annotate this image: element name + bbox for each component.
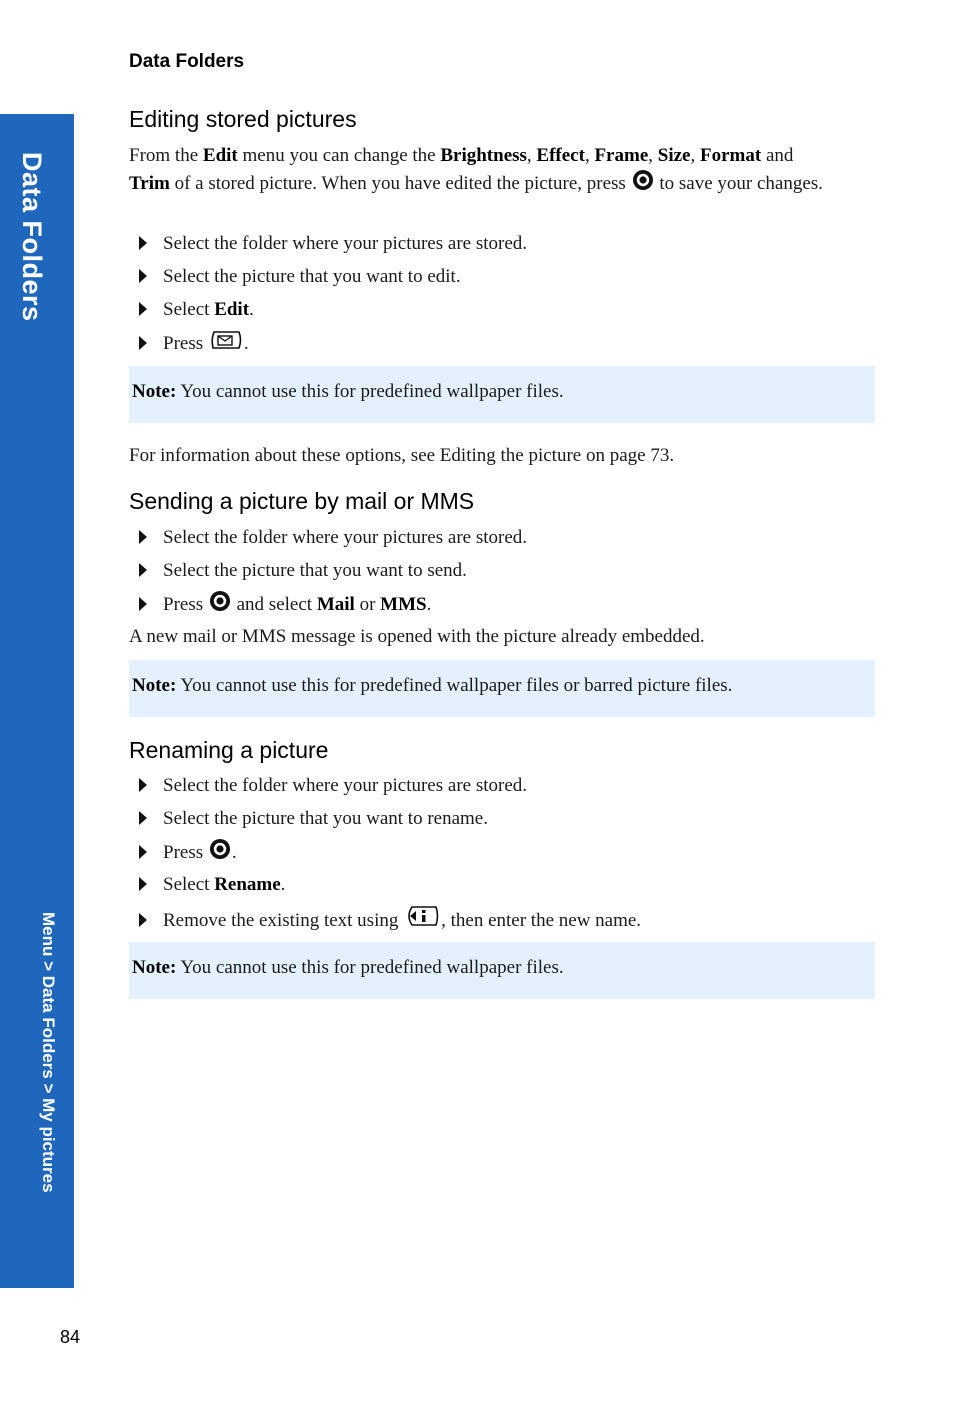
heading-editing: Editing stored pictures (129, 106, 357, 132)
bullet-arrow-icon (139, 913, 147, 927)
page-number: 84 (60, 1327, 81, 1347)
list-item: Select the picture that you want to send. (139, 557, 467, 584)
list-item: Select the folder where your pictures are stored. (139, 230, 527, 257)
navigation-key-icon (632, 169, 654, 199)
bullet-arrow-icon (139, 269, 147, 283)
editing-info: For information about these options, see Editing the picture on page 73. (129, 445, 675, 466)
list-item: Remove the existing text using , then enter the new name. (139, 904, 641, 936)
note-box: Note: You cannot use this for predefined wallpaper files. (129, 942, 875, 999)
list-item: Press . (139, 329, 249, 359)
heading-renaming: Renaming a picture (129, 737, 329, 763)
bullet-arrow-icon (139, 236, 147, 250)
bullet-arrow-icon (139, 845, 147, 859)
note-box: Note: You cannot use this for predefined wallpaper files. (129, 366, 875, 423)
editing-intro: From the Edit menu you can change the Brightness, Effect, Frame, Size, Format and Trim of a stored picture. When you have edited the picture, press to save your changes. (129, 142, 875, 199)
list-item: Select the folder where your pictures are stored. (139, 524, 527, 551)
navigation-key-icon (209, 838, 231, 868)
bullet-arrow-icon (139, 597, 147, 611)
bullet-arrow-icon (139, 302, 147, 316)
bullet-arrow-icon (139, 811, 147, 825)
list-item: Select the picture that you want to rename. (139, 805, 488, 832)
side-tab-title: Data Folders (17, 152, 47, 322)
bullet-arrow-icon (139, 563, 147, 577)
list-item: Press . (139, 838, 237, 868)
list-item: Select the picture that you want to edit. (139, 263, 461, 290)
bullet-arrow-icon (139, 778, 147, 792)
list-item: Select Edit. (139, 296, 254, 323)
clear-key-icon (404, 904, 440, 936)
side-tab-path: Menu > Data Folders > My pictures (39, 912, 58, 1193)
message-key-icon (209, 329, 243, 359)
sending-result: A new mail or MMS message is opened with the picture already embedded. (129, 626, 705, 647)
bullet-arrow-icon (139, 336, 147, 350)
heading-sending: Sending a picture by mail or MMS (129, 488, 475, 514)
list-item: Press and select Mail or MMS. (139, 590, 431, 620)
list-item: Select the folder where your pictures are stored. (139, 772, 527, 799)
note-box: Note: You cannot use this for predefined wallpaper files or barred picture files. (129, 660, 875, 717)
navigation-key-icon (209, 590, 231, 620)
bullet-arrow-icon (139, 877, 147, 891)
list-item: Select Rename. (139, 871, 285, 898)
running-head: Data Folders (129, 51, 245, 72)
bullet-arrow-icon (139, 530, 147, 544)
